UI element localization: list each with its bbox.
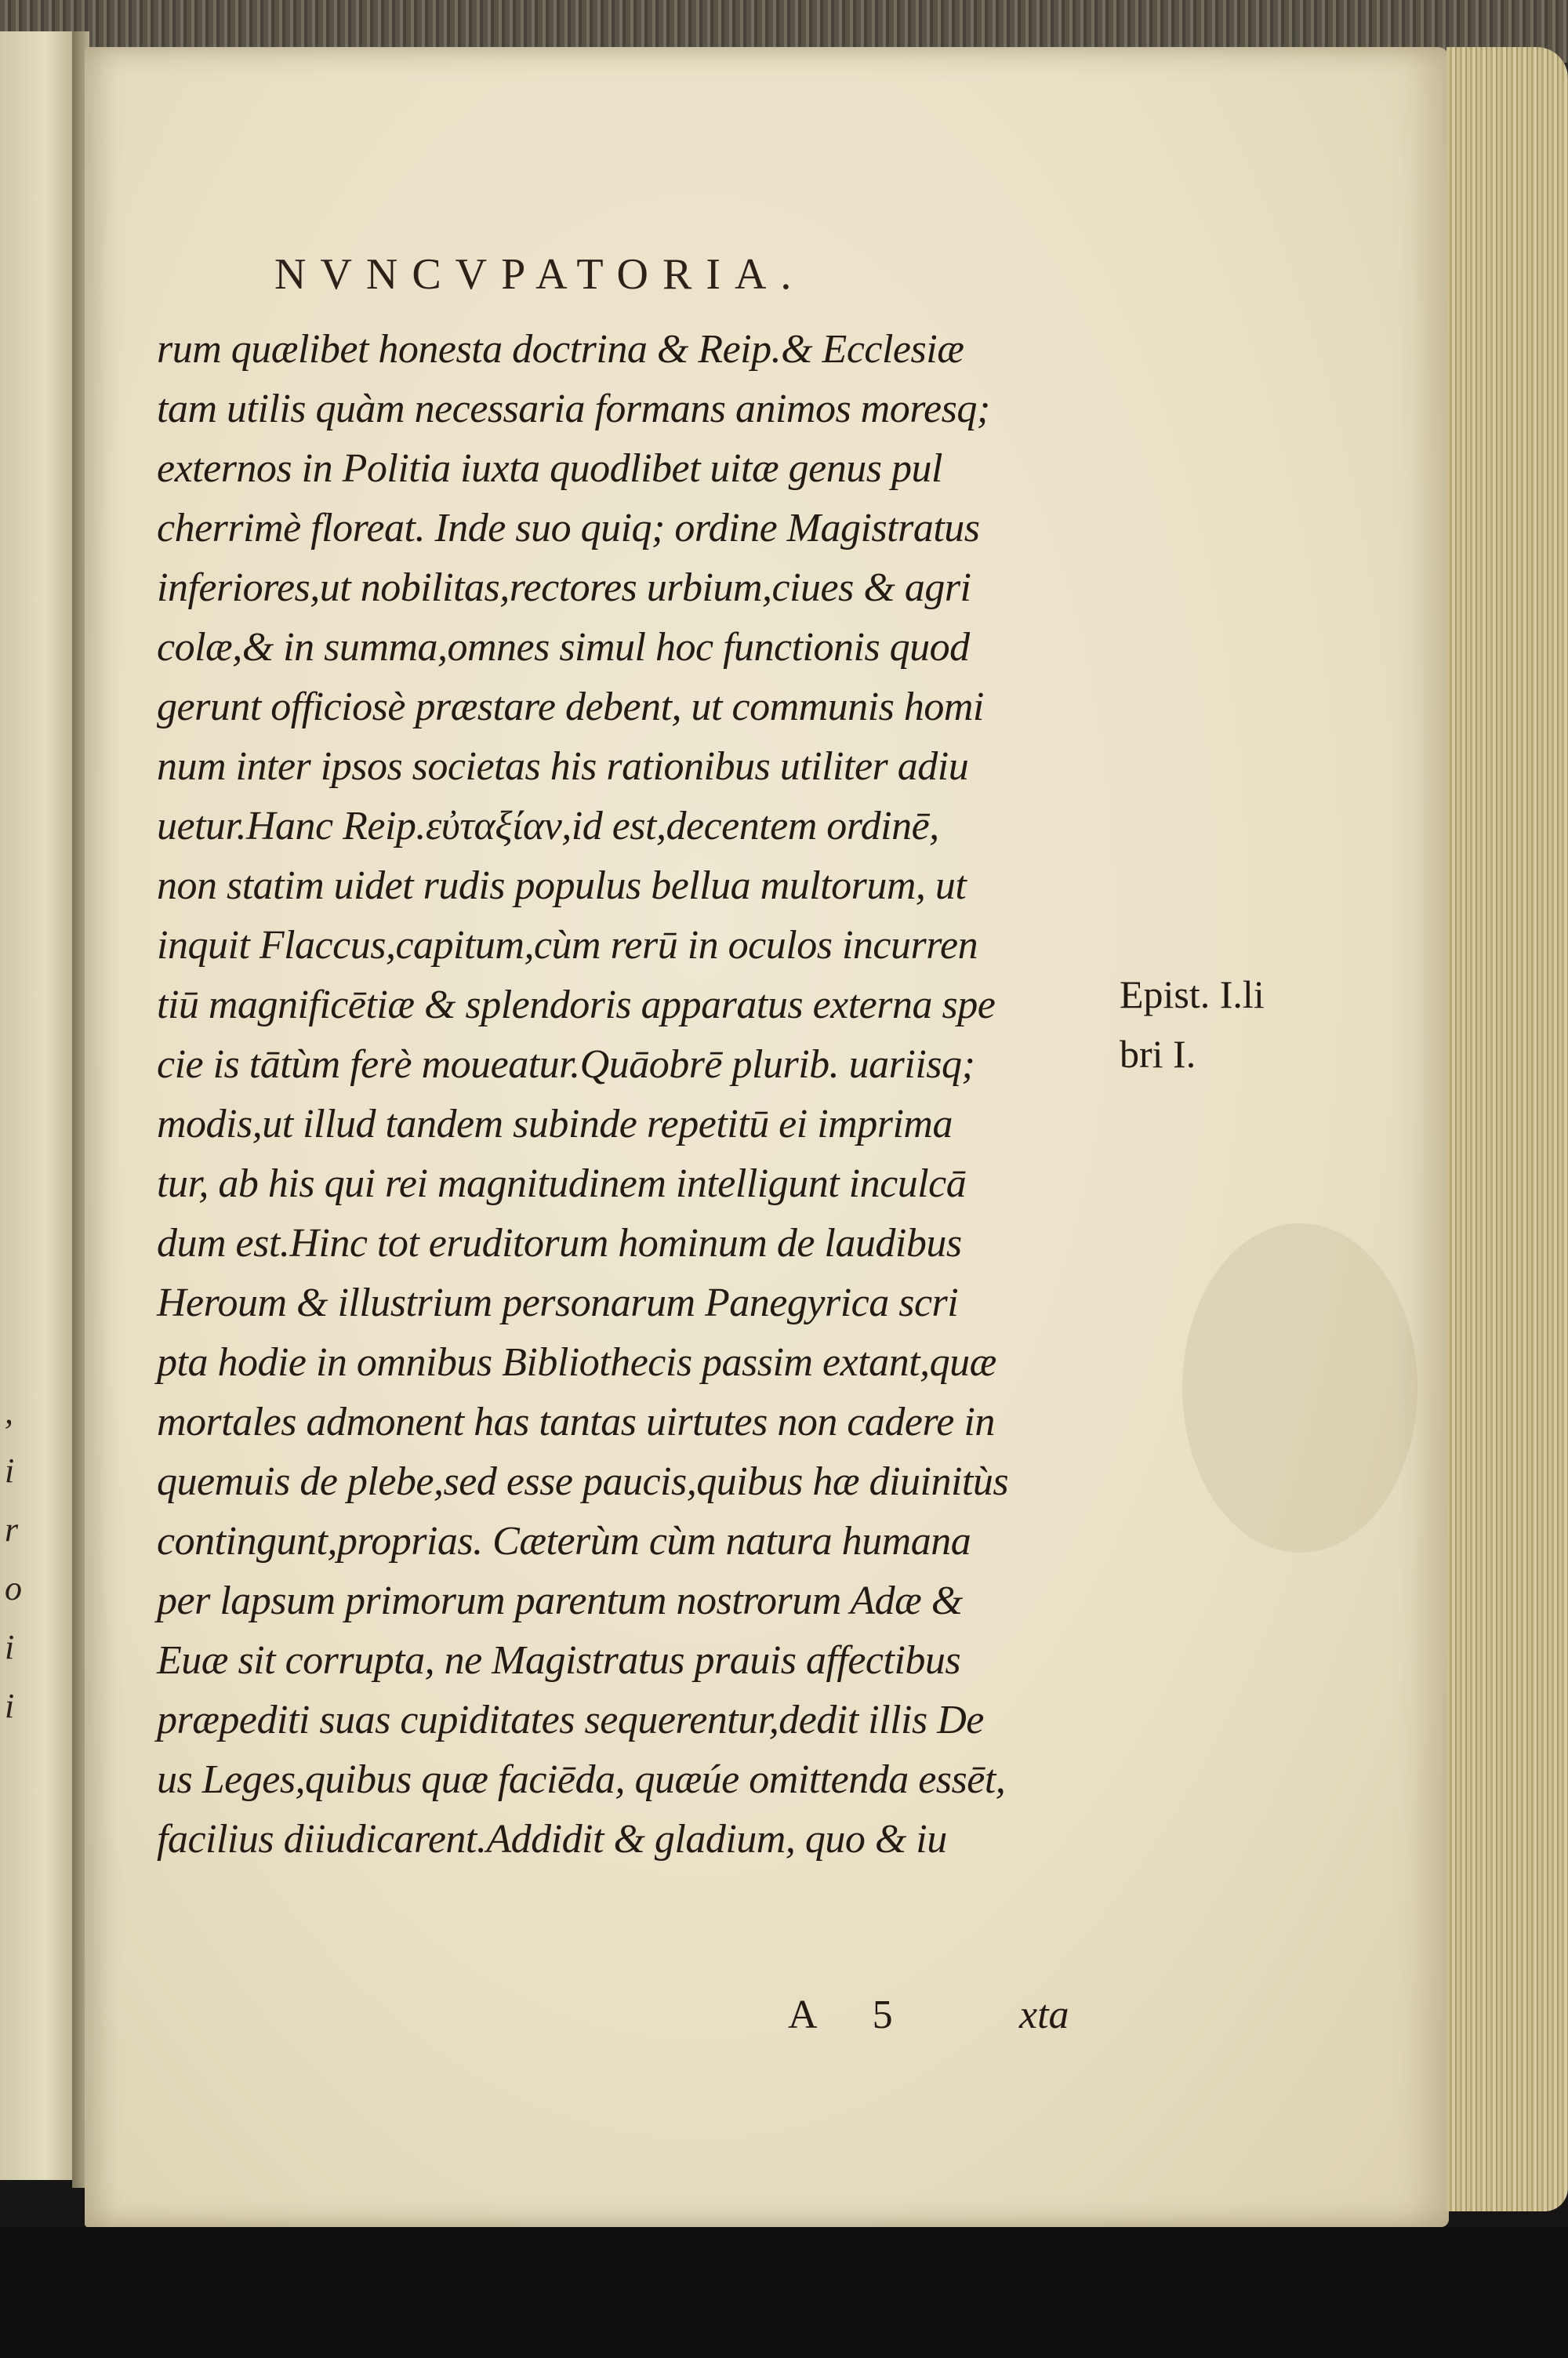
text-line: quemuis de plebe,sed esse paucis,quibus hæ diuinitùs (157, 1459, 1009, 1504)
left-page-fragment: i (5, 1628, 15, 1666)
text-line: per lapsum primorum parentum nostrorum Adæ & (157, 1579, 963, 1623)
body-text (157, 320, 1129, 1869)
text-line: Euæ sit corrupta, ne Magistratus prauis affectibus (157, 1638, 961, 1683)
marginal-note-line: Epist. I.li (1120, 972, 1265, 1016)
text-line: uetur.Hanc Reip.εὐταξίαν,id est,decentem ordinē, (157, 804, 939, 848)
marginal-note (1120, 965, 1323, 1084)
left-page-fragment: r (5, 1510, 19, 1549)
text-line: inquit Flaccus,capitum,cùm rerū in oculos incurren (157, 923, 978, 968)
text-line: colæ,& in summa,omnes simul hoc functionis quod (157, 625, 970, 670)
text-line: tur, ab his qui rei magnitudinem intelligunt inculcā (157, 1161, 967, 1206)
text-line: præpediti suas cupiditates sequerentur,dedit illis De (157, 1698, 984, 1742)
text-line: tam utilis quàm necessaria formans animos moresq; (157, 387, 990, 431)
text-line: externos in Politia iuxta quodlibet uitæ genus pul (157, 446, 942, 491)
text-line: tiū magnificētiæ & splendoris apparatus externa spe (157, 983, 996, 1027)
signature-mark: A 5 (788, 1993, 893, 2037)
page-stain (1182, 1223, 1417, 1553)
text-line: contingunt,proprias. Cæterùm cùm natura humana (157, 1519, 971, 1564)
text-line: rum quælibet honesta doctrina & Reip.& Ecclesiæ (157, 327, 964, 372)
left-page-fragment: i (5, 1687, 15, 1725)
text-line: cherrimè floreat. Inde suo quiq; ordine Magistratus (157, 506, 980, 550)
left-page-fragment: , (5, 1393, 13, 1431)
text-line: modis,ut illud tandem subinde repetitū ei imprima (157, 1102, 953, 1146)
text-line: inferiores,ut nobilitas,rectores urbium,ciues & agri (157, 565, 971, 610)
catchword: xta (1019, 1993, 1069, 2037)
text-line: num inter ipsos societas his rationibus utiliter adiu (157, 744, 969, 789)
text-line: pta hodie in omnibus Bibliothecis passim extant,quæ (157, 1340, 996, 1385)
page-fore-edge (1446, 47, 1568, 2211)
left-page-fragment: o (5, 1569, 22, 1608)
text-line: facilius diiudicarent.Addidit & gladium, quo & iu (157, 1817, 947, 1862)
left-page-edge (0, 31, 75, 2180)
text-line: Heroum & illustrium personarum Panegyrica scri (157, 1281, 959, 1325)
text-line: gerunt officiosè præstare debent, ut communis homi (157, 685, 984, 729)
left-page-fragment: i (5, 1451, 15, 1490)
text-line: dum est.Hinc tot eruditorum hominum de laudibus (157, 1221, 962, 1266)
text-line: us Leges,quibus quæ faciēda, quæúe omittenda essēt, (157, 1757, 1006, 1802)
text-line: cie is tātùm ferè moueatur.Quāobrē plurib. uariisq; (157, 1042, 975, 1087)
text-line: mortales admonent has tantas uirtutes non cadere in (157, 1400, 995, 1444)
running-title: NVNCVPATORIA. (274, 250, 806, 299)
marginal-note-line: bri I. (1120, 1032, 1196, 1076)
bottom-shadow (0, 2227, 1568, 2358)
text-line: non statim uidet rudis populus bellua multorum, ut (157, 863, 967, 908)
